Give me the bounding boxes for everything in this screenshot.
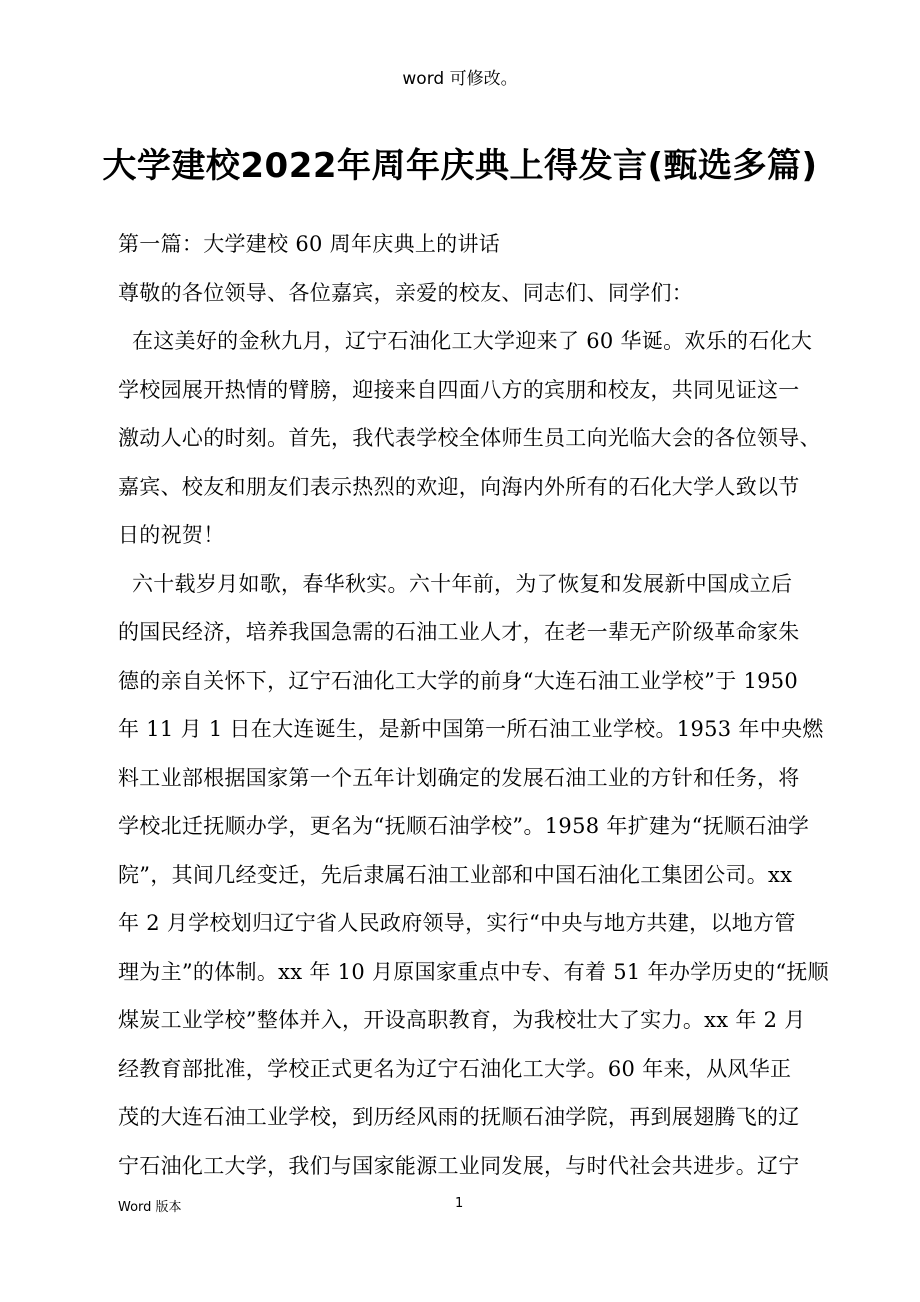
page-number: 1	[455, 1196, 464, 1211]
text-line: 学校园展开热情的臂膀，迎接来自四面八方的宾朋和校友，共同见证这一	[118, 377, 800, 402]
document-title: 大学建校2022年周年庆典上得发言(甄选多篇)	[102, 146, 818, 186]
text-line: 激动人心的时刻。首先，我代表学校全体师生员工向光临大会的各位领导、	[118, 426, 821, 450]
text-line: 料工业部根据国家第一个五年计划确定的发展石油工业的方针和任务，将	[118, 765, 800, 790]
text-line: 的国民经济，培养我国急需的石油工业人才，在老一辈无产阶级革命家朱	[118, 620, 800, 644]
text-line: 理为主”的体制。xx 年 10 月原国家重点中专、有着 51 年办学历史的“抚顺	[118, 959, 829, 984]
text-line: 学校北迁抚顺办学，更名为“抚顺石油学校”。1958 年扩建为“抚顺石油学	[118, 814, 810, 838]
text-line: 院”，其间几经变迁，先后隶属石油工业部和中国石油化工集团公司。xx	[118, 862, 793, 887]
text-line: 德的亲自关怀下，辽宁石油化工大学的前身“大连石油工业学校”于 1950	[118, 668, 799, 693]
text-line: 嘉宾、校友和朋友们表示热烈的欢迎，向海内外所有的石化大学人致以节	[118, 474, 800, 499]
text-line: 年 2 月学校划归辽宁省人民政府领导，实行“中央与地方共建，以地方管	[118, 911, 796, 935]
text-line: 年 11 月 1 日在大连诞生，是新中国第一所石油工业学校。1953 年中央燃	[118, 717, 824, 741]
text-line: 茂的大连石油工业学校，到历经风雨的抚顺石油学院，再到展翅腾飞的辽	[118, 1105, 800, 1129]
text-line: 经教育部批准，学校正式更名为辽宁石油化工大学。60 年来，从风华正	[118, 1056, 792, 1081]
document-body	[118, 232, 829, 1202]
footer-label: Word 版本	[118, 1200, 182, 1215]
header-note: word 可修改。	[402, 69, 518, 89]
text-line: 第一篇：大学建校 60 周年庆典上的讲话	[118, 232, 501, 256]
text-line: 日的祝贺！	[118, 523, 225, 547]
text-line: 在这美好的金秋九月，辽宁石油化工大学迎来了 60 华诞。欢乐的石化大	[118, 329, 813, 353]
text-line: 宁石油化工大学，我们与国家能源工业同发展，与时代社会共进步。辽宁	[118, 1153, 800, 1178]
text-line: 尊敬的各位领导、各位嘉宾，亲爱的校友、同志们、同学们：	[118, 280, 694, 305]
text-line: 六十载岁月如歌，春华秋实。六十年前，为了恢复和发展新中国成立后	[118, 571, 793, 596]
text-line: 煤炭工业学校”整体并入，开设高职教育，为我校壮大了实力。xx 年 2 月	[118, 1008, 806, 1032]
